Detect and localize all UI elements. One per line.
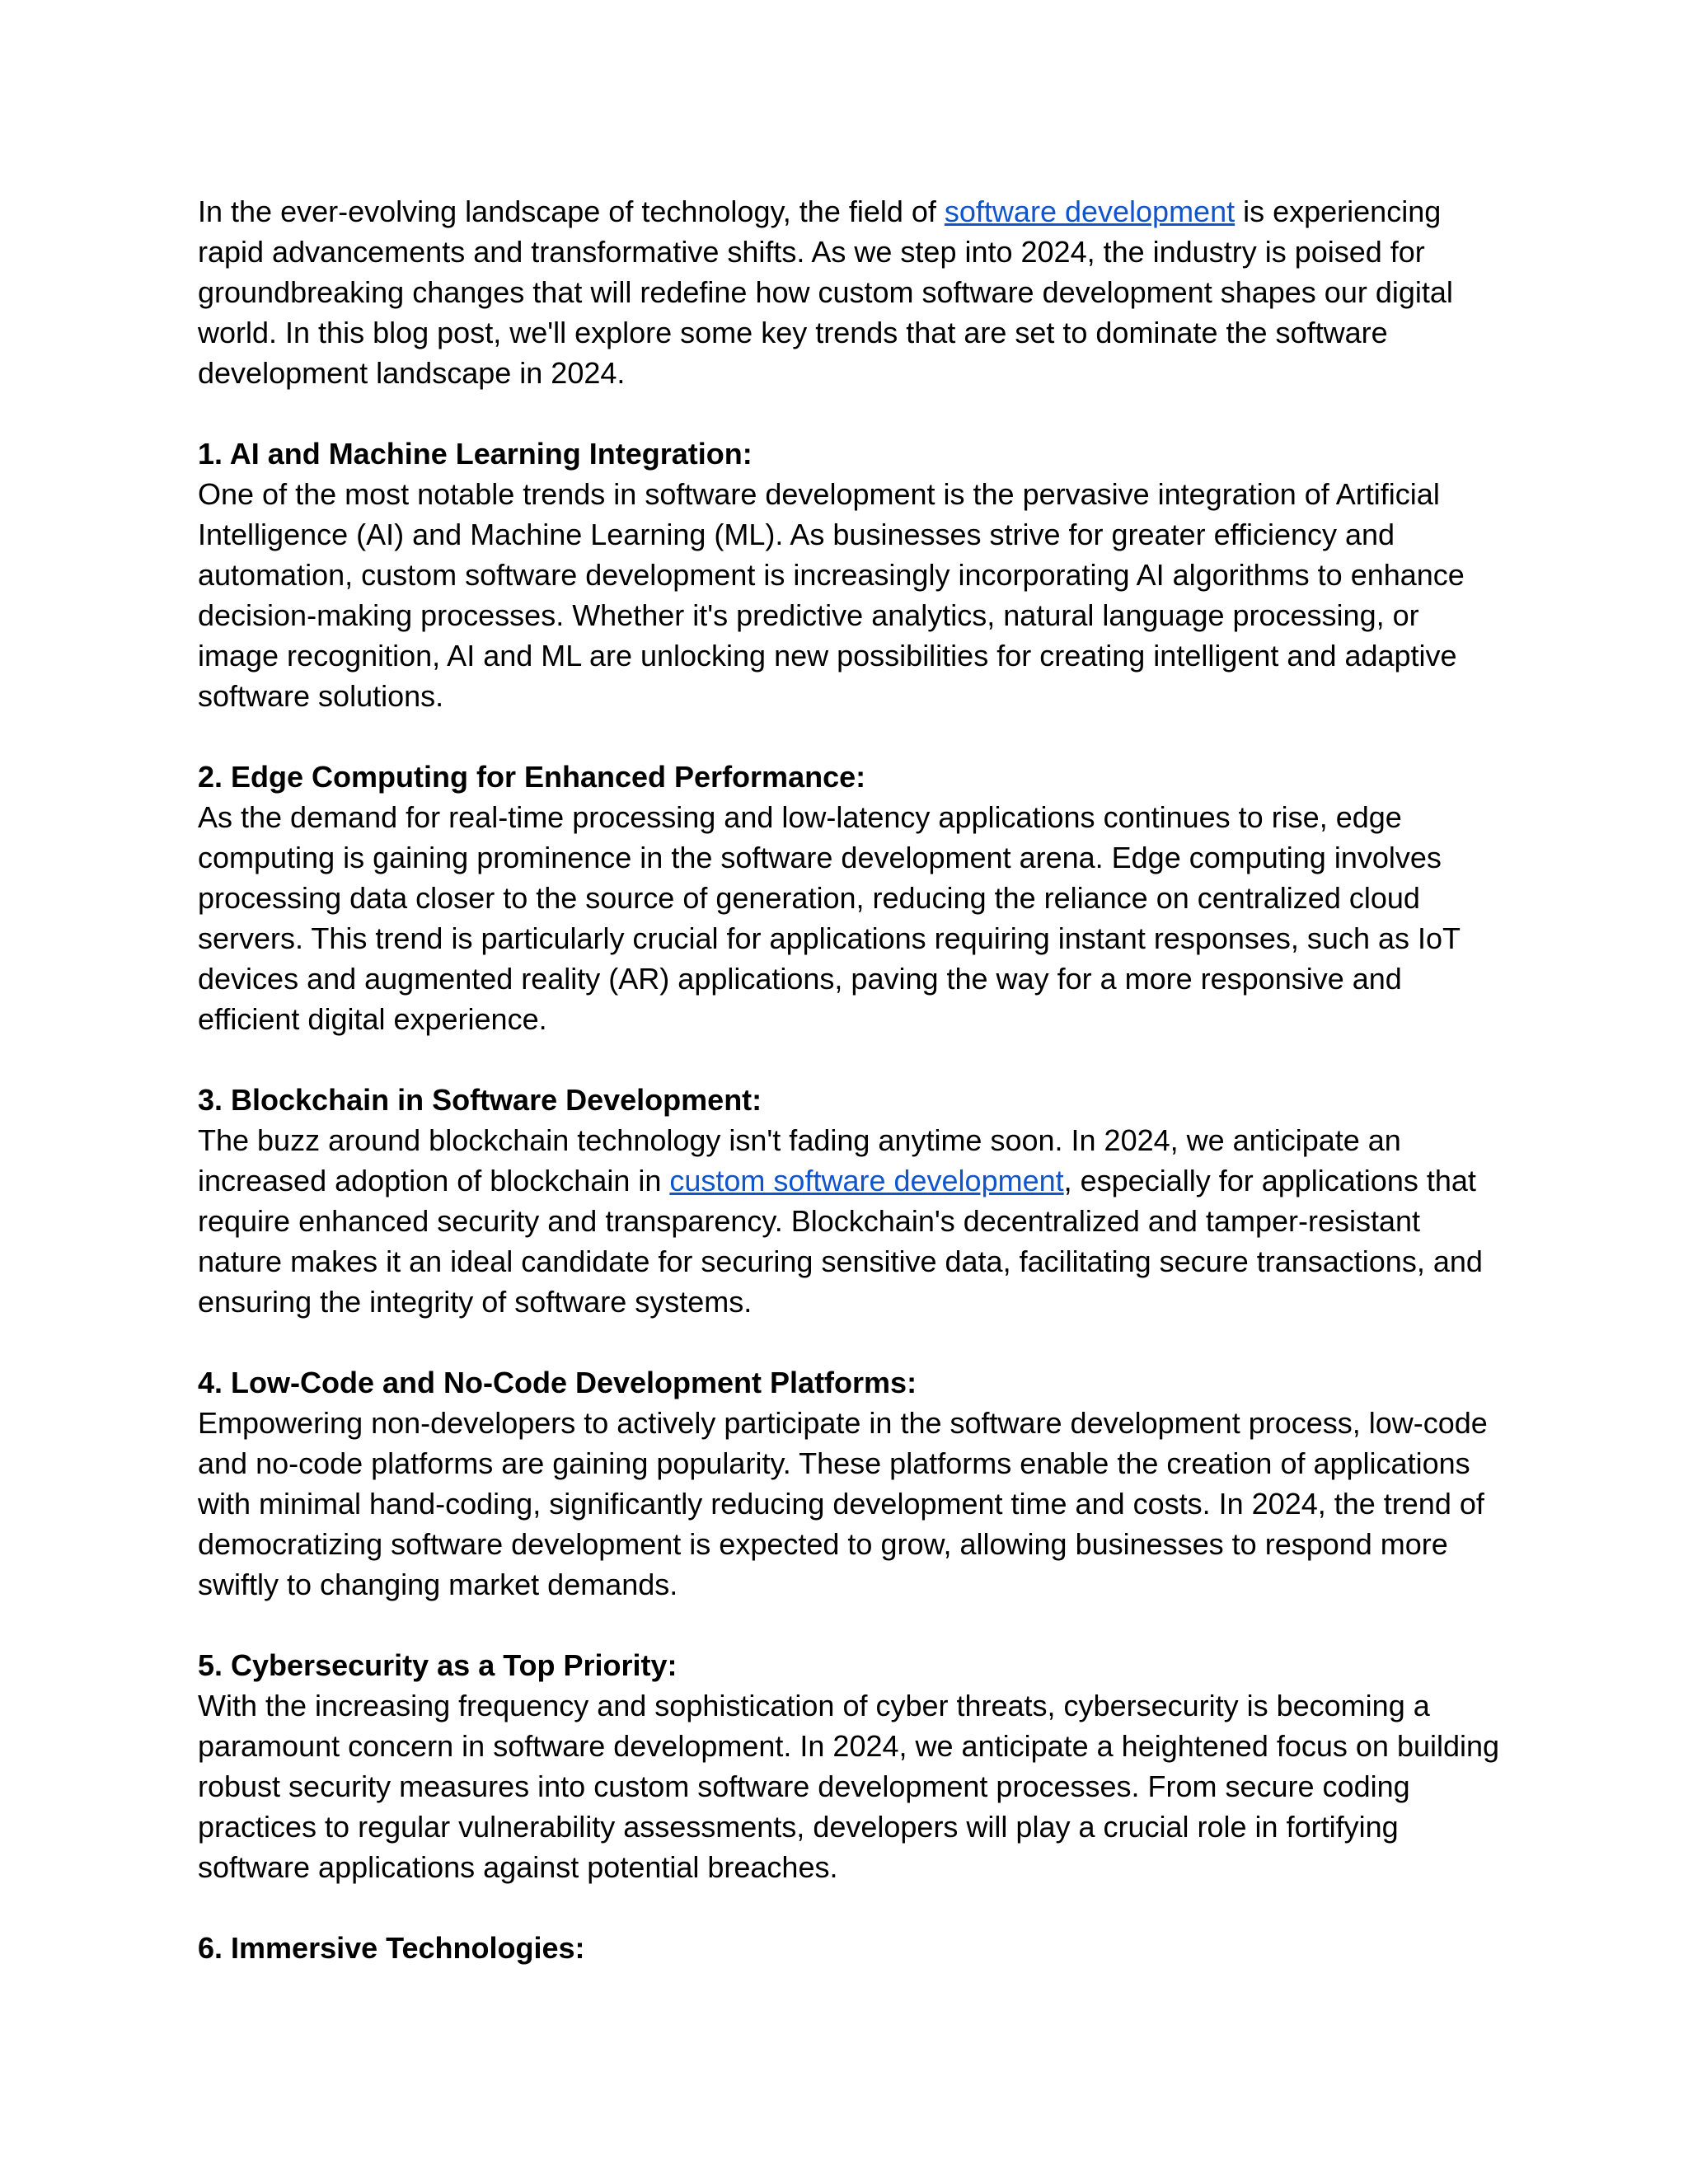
section-1-body: One of the most notable trends in software development is the pervasive integration of Artificial Intelligence (AI) and Machine Learning (ML). As businesses strive for greater efficiency and automation, custom software development is increasingly incorporating AI algorithms to enhance decision-making processes. Whether it's predictive analytics, natural language processing, or image recognition, AI and ML are unlocking new possibilities for creating intelligent and adaptive software solutions. (198, 477, 1465, 713)
section-5-heading: 5. Cybersecurity as a Top Priority: (198, 1648, 678, 1682)
section-1-heading: 1. AI and Machine Learning Integration: (198, 437, 753, 471)
intro-text-before-link: In the ever-evolving landscape of technology, the field of (198, 194, 945, 228)
custom-software-development-link[interactable]: custom software development (669, 1164, 1064, 1197)
section-6-heading: 6. Immersive Technologies: (198, 1931, 585, 1965)
section-4-heading: 4. Low-Code and No-Code Development Platforms: (198, 1366, 917, 1399)
paragraph-spacer (198, 393, 1500, 434)
intro-paragraph (198, 191, 1500, 393)
paragraph-spacer (198, 1605, 1500, 1645)
intro-text-after-link: is experiencing rapid advancements and transformative shifts. As we step into 2024, the industry is poised for groundbreaking changes that will redefine how custom software development shapes our digital world. In this blog post, we'll explore some key trends that are set to dominate the software development landscape in 2024. (198, 194, 1453, 390)
section-3-body (198, 1120, 1500, 1322)
section-3-text-before-link: The buzz around blockchain technology isn't fading anytime soon. In 2024, we anticipate an increased adoption of blockchain in (198, 1123, 1401, 1197)
paragraph-spacer (198, 1887, 1500, 1928)
paragraph-spacer (198, 1322, 1500, 1362)
section-4-body: Empowering non-developers to actively participate in the software development process, low-code and no-code platforms are gaining popularity. These platforms enable the creation of applications with minimal hand-coding, significantly reducing development time and costs. In 2024, the trend of democratizing software development is expected to grow, allowing businesses to respond more swiftly to changing market demands. (198, 1406, 1488, 1601)
document-page (198, 191, 1500, 1968)
software-development-link[interactable]: software development (944, 194, 1236, 228)
section-5-body: With the increasing frequency and sophistication of cyber threats, cybersecurity is becoming a paramount concern in software development. In 2024, we anticipate a heightened focus on building robust security measures into custom software development processes. From secure coding practices to regular vulnerability assessments, developers will play a crucial role in fortifying software applications against potential breaches. (198, 1689, 1500, 1884)
section-2-heading: 2. Edge Computing for Enhanced Performance: (198, 760, 866, 794)
section-2-body: As the demand for real-time processing and low-latency applications continues to rise, edge computing is gaining prominence in the software development arena. Edge computing involves processing data closer to the source of generation, reducing the reliance on centralized cloud servers. This trend is particularly crucial for applications requiring instant responses, such as IoT devices and augmented reality (AR) applications, paving the way for a more responsive and efficient digital experience. (198, 800, 1461, 1036)
section-3-heading: 3. Blockchain in Software Development: (198, 1083, 762, 1117)
paragraph-spacer (198, 1039, 1500, 1080)
section-3-text-after-link: , especially for applications that require enhanced security and transparency. Blockchain's decentralized and tamper-resistant nature makes it an ideal candidate for securing sensitive data, facilitating secure transactions, and ensuring the integrity of software systems. (198, 1164, 1483, 1319)
paragraph-spacer (198, 716, 1500, 757)
